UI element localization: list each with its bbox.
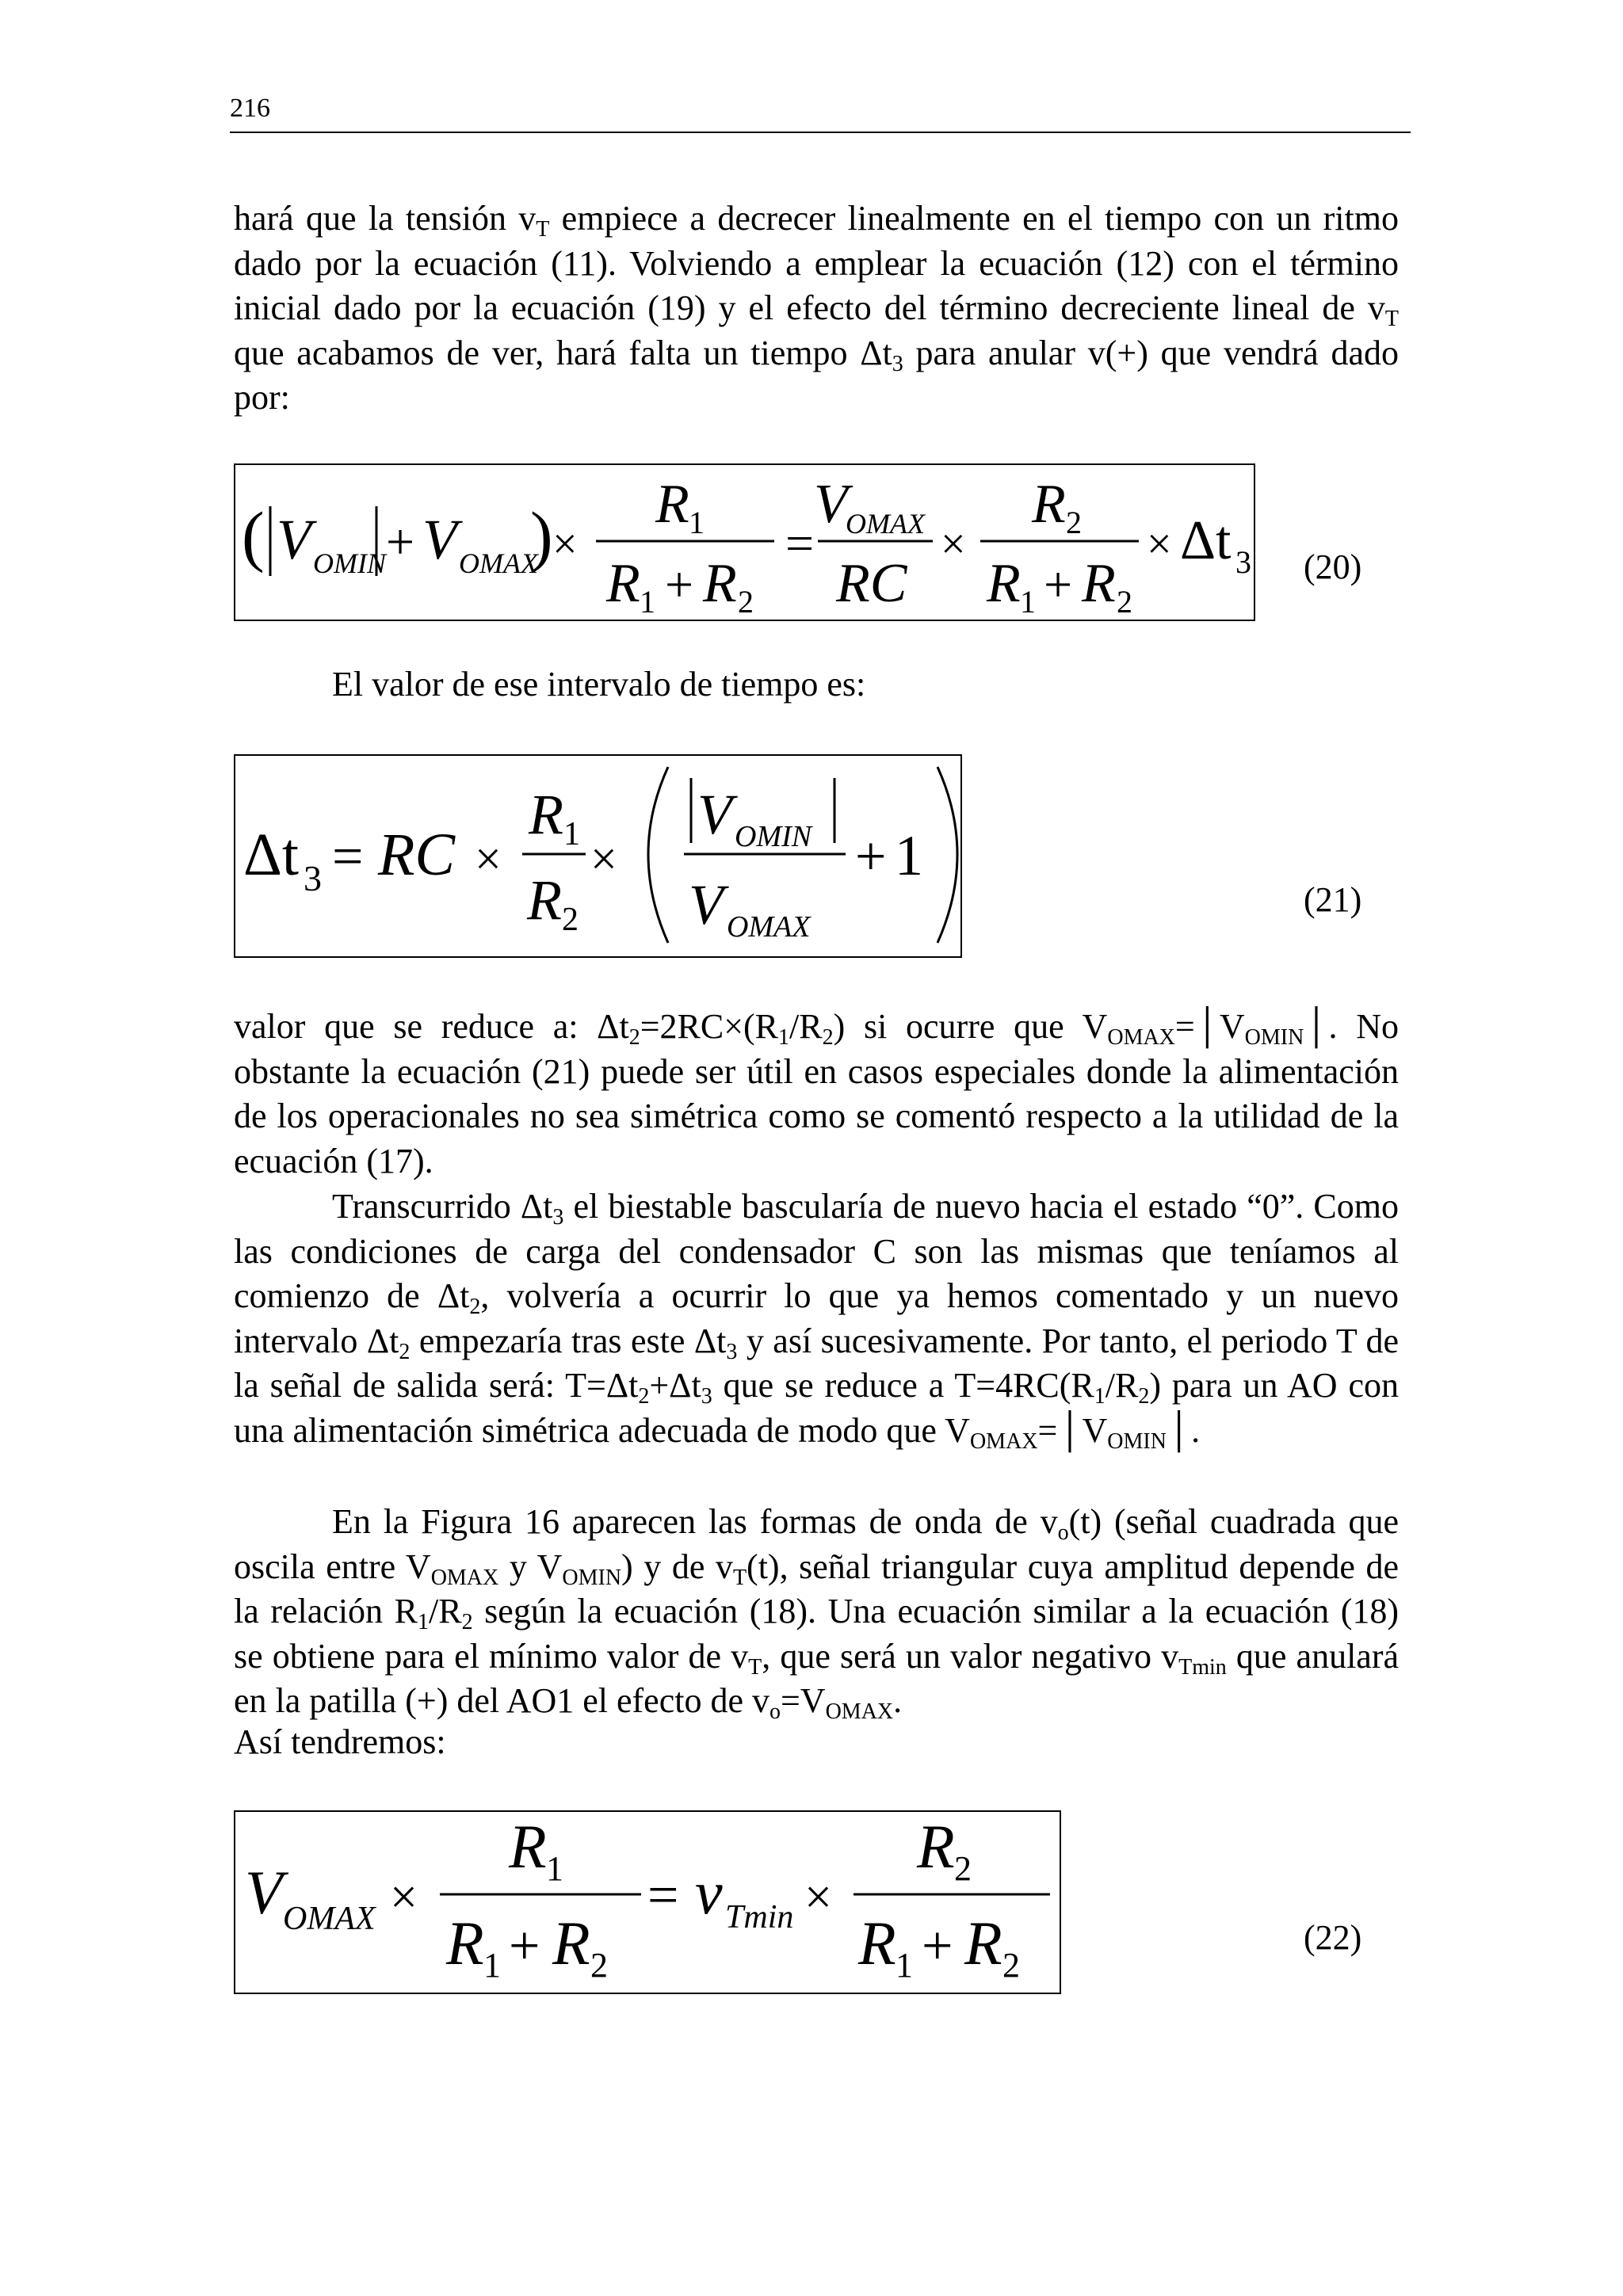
v-omax: V [245, 1858, 283, 1927]
delta-t3-sub: 3 [1235, 544, 1251, 580]
r2-den-b: R [964, 1909, 1002, 1978]
paragraph-6: Así tendremos: [234, 1722, 446, 1761]
r1-den-b-sub: 1 [1020, 584, 1036, 620]
plus-den-2: + [922, 1916, 953, 1977]
r1-den: R [446, 1909, 484, 1978]
paragraph-5: En la Figura 16 aparecen las formas de onda de $v_o(t)$ (señal cuadrada que oscila entre $V_{OMAX}$ y $V_{OMIN}$) y de $v_T(t)$, señal triangular cuya amplitud depende de la relación $R_1/R_2$ según la ecuación (18). Una ecuación similar a la ecuación (18) se obtiene para el mínimo valor de $v_T$, que será un valor negativo $v_{Tmin}$ que anulará en la patilla (+) del AO1 el efecto de $v_o=V_{OMAX}$. [234, 1502, 1400, 1724]
times-1: × [552, 520, 578, 569]
v-omax-sub: OMAX [727, 910, 811, 944]
equation-20-number: (20) [1304, 547, 1362, 586]
paragraph-1: hará que la tensión $v_T$ empiece a decrecer linealmente en el tiempo con un ritmo dado por la ecuación (11). Volviendo a emplear la ecuación (12) con el término inicial dado por la ecuación (19) y el efecto del término decreciente lineal de $v_T$ que acabamos de ver, hará falta un tiempo $\Delta t_3$ para anular v(+) que vendrá dado por: [234, 199, 1399, 417]
plus-den-1: + [509, 1916, 540, 1977]
equation-20-box [234, 463, 1255, 621]
equation-21 [235, 756, 960, 956]
v-omax-num-sub: OMAX [846, 508, 925, 540]
paragraph-4: Transcurrido $\Delta t_3$ el biestable bascularía de nuevo hacia el estado “0”. Como las condiciones de carga del condensador C son las mismas que teníamos al comienzo de $\Delta t_2$, volvería a ocurrir lo que ya hemos comentado y un nuevo intervalo $\Delta t_2$ empezaría tras este $\Delta t_3$ y así sucesivamente. Por tanto, el periodo T de la señal de salida será: $T=\Delta t_2+\Delta t_3$ que se reduce a $T=4RC(R_1/R_2)$ para un AO con una alimentación simétrica adecuada de modo que $V_{OMAX}=│V_{OMIN}│$. [234, 1187, 1400, 1454]
equation-22 [235, 1812, 1060, 1993]
equals: = [785, 515, 815, 571]
r2-den-b-sub: 2 [1002, 1946, 1020, 1985]
sub-omax: OMAX [459, 547, 538, 579]
v-omin: V [697, 783, 732, 846]
delta-t3: Δt [243, 822, 299, 888]
plus: + [855, 826, 887, 887]
big-open-paren [648, 767, 668, 943]
r1-num-sub: 1 [563, 816, 580, 852]
page-number: 216 [230, 93, 270, 123]
r1-den: R [606, 553, 640, 614]
paragraph-2: El valor de ese intervalo de tiempo es: [332, 665, 866, 704]
sub-omin: OMIN [313, 547, 386, 579]
r2-num-sub: 2 [1066, 505, 1082, 540]
rc: RC [378, 822, 456, 888]
plus-den-2: + [1044, 556, 1073, 612]
r1-den-b: R [987, 553, 1021, 614]
plus-den-1: + [665, 556, 694, 612]
v-omax: V [422, 508, 457, 571]
equals: = [647, 1865, 679, 1926]
rc-den: RC [836, 553, 907, 614]
times-2: × [804, 1871, 832, 1924]
r1-num-sub: 1 [546, 1849, 563, 1888]
times-2: × [941, 520, 966, 569]
header-rule [230, 132, 1411, 133]
times-3: × [1147, 520, 1172, 569]
v-omax: V [689, 873, 724, 936]
delta-t3: Δt [1180, 510, 1232, 571]
open-paren: ( [242, 498, 265, 574]
r1-den-b-sub: 1 [896, 1946, 913, 1985]
times-2: × [590, 833, 617, 885]
r2-num: R [917, 1812, 955, 1881]
equation-22-number: (22) [1304, 1918, 1362, 1957]
r1-num-sub: 1 [689, 505, 705, 540]
v-tmin-sub: Tmin [725, 1899, 794, 1936]
times-1: × [475, 833, 502, 885]
r2-den: R [703, 553, 737, 614]
r2-den-sub: 2 [738, 584, 754, 620]
equation-20 [235, 465, 1254, 620]
r2-den-b: R [1082, 553, 1116, 614]
close-paren: ) [530, 498, 553, 574]
r2-num-sub: 2 [954, 1849, 972, 1888]
paragraph-3: valor que se reduce a: $\Delta t_2=2RC\times(R_1/R_2)$ si ocurre que $V_{OMAX}=│V_{OMIN}│$. No obstante la ecuación (21) puede ser útil en casos especiales donde la alimentación de los operacionales no sea simétrica como se comentó respecto a la utilidad de la ecuación (17). [234, 1007, 1400, 1180]
times-1: × [390, 1871, 418, 1924]
v-omax-num: V [814, 474, 848, 535]
r1-num: R [529, 783, 563, 846]
r1-num: R [655, 474, 689, 535]
v-tmin: v [695, 1858, 723, 1927]
r1-den-b: R [858, 1909, 896, 1978]
equals: = [332, 826, 364, 887]
v-omax-sub: OMAX [283, 1901, 376, 1937]
r1-den-sub: 1 [483, 1946, 501, 1985]
r2-den-b-sub: 2 [1117, 584, 1132, 620]
v-omin: V [277, 508, 311, 571]
one: 1 [895, 824, 923, 887]
equation-22-box [234, 1810, 1061, 1994]
r2-den-sub: 2 [562, 902, 579, 938]
big-close-paren [938, 767, 957, 943]
r1-den-sub: 1 [640, 584, 655, 620]
equation-21-box [234, 754, 962, 958]
r1-num: R [509, 1812, 547, 1881]
equation-21-number: (21) [1304, 880, 1362, 919]
plus: + [386, 513, 415, 570]
r2-den: R [527, 868, 562, 932]
r2-den-sub: 2 [590, 1946, 608, 1985]
delta-t3-sub: 3 [304, 858, 322, 898]
r2-den: R [552, 1909, 590, 1978]
v-omin-sub: OMIN [735, 820, 812, 853]
r2-num: R [1032, 474, 1066, 535]
